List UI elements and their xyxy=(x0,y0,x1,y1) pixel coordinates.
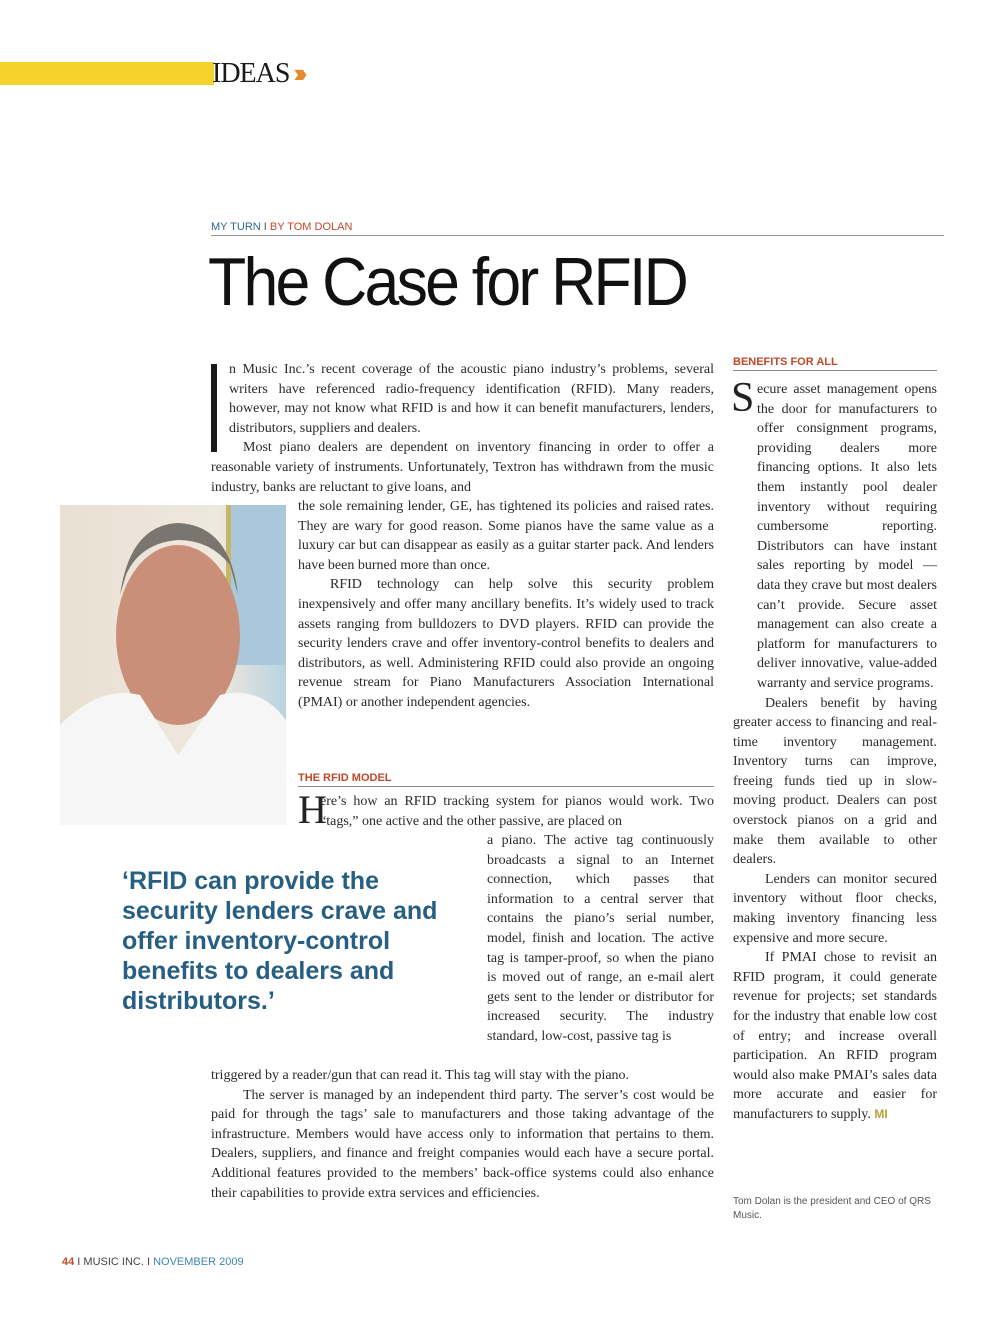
paragraph: n Music Inc.’s recent coverage of the acoustic piano industry’s problems, several writers have referenced radio-frequency identification (RFID). Many readers, however, may not know what RFID is and how it can benefit manufacturers, lenders, distributors, suppliers and dealers. xyxy=(229,362,714,436)
model-text-end xyxy=(211,1066,714,1203)
dropcap-s: S xyxy=(731,375,755,421)
paragraph: a piano. The active tag continuously broadcasts a signal to an Internet connection, which passes that information to a central server that contains the piano’s serial number, model, finish and location. The active tag is tamper-proof, so when the piano is moved out of range, an e-mail alert gets sent to the lender or distributor for increased security. The industry standard, low-cost, passive tag is xyxy=(487,833,714,1044)
page-number: 44 xyxy=(62,1256,75,1268)
paragraph-text: If PMAI chose to revisit an RFID program, it could generate revenue for projects; set standards for the industry that enable low cost of entry; and increase overall participation. An RFID program would also make PMAI’s sales data more accurate and easier for manufacturers to supply. xyxy=(733,950,937,1122)
issue-date: NOVEMBER 2009 xyxy=(153,1256,244,1268)
author-photo xyxy=(60,505,286,825)
author-bio: Tom Dolan is the president and CEO of QRS Music. xyxy=(733,1196,931,1221)
model-text-start xyxy=(298,787,714,832)
publication-name: I MUSIC INC. I xyxy=(74,1256,154,1268)
paragraph: triggered by a reader/gun that can read it. This tag will stay with the piano. xyxy=(211,1068,630,1083)
paragraph-text: Most piano dealers are dependent on inventory financing in order to offer a reasonable variety of instruments. Unfortunately, Textron has withdrawn from the music industry, banks are reluctant to give loans, and xyxy=(211,440,714,495)
paragraph: ecure asset management opens the door for manufacturers to offer consignment programs, providing dealers more financing options. It also lets them instantly pool dealer inventory without requiring cumbersome reporting. Distributors can have instant sales reporting by model — data they crave but most dealers can’t provide. Secure asset management can also create a platform for manufacturers to deliver innovative, value-added warranty and service programs. xyxy=(757,382,937,691)
section-label xyxy=(212,58,301,89)
section-heading-benefits: BENEFITS FOR ALL xyxy=(733,356,937,371)
paragraph: Lenders can monitor secured inventory without floor checks, making inventory financing less expensive and more secure. xyxy=(733,871,937,946)
paragraph: RFID technology can help solve this security problem inexpensively and offer many ancillary benefits. It’s widely used to track assets ranging from bulldozers to DVD players. RFID can provide the security lenders crave and offer inventory-control benefits to dealers and distributors, as well. Administering RFID could also provide an ongoing revenue stream for Piano Manufacturers Association International (PMAI) or another independent agencies. xyxy=(298,577,714,710)
pull-quote: ‘RFID can provide the security lenders crave and offer inventory-control benefits to dealers and distributors.’ xyxy=(122,867,438,1015)
chevron-right-icon: ››› xyxy=(293,58,302,88)
model-text-narrow xyxy=(487,831,714,1047)
kicker xyxy=(211,221,352,234)
intro-text xyxy=(211,360,714,497)
body-column-1 xyxy=(298,497,714,713)
paragraph xyxy=(733,948,937,1124)
column-name: MY TURN xyxy=(211,221,261,233)
paragraph: ere’s how an RFID tracking system for pianos would work. Two “tags,” one active and the other passive, are placed on xyxy=(320,794,714,829)
byline: BY TOM DOLAN xyxy=(269,221,353,233)
section-heading-rfid-model: THE RFID MODEL xyxy=(298,772,714,787)
end-mark: MI xyxy=(874,1106,888,1121)
paragraph xyxy=(211,438,714,497)
paragraph: Dealers benefit by having greater access to financing and real-time inventory management. Inventory turns can improve, freeing funds tied up in slow-moving product. Dealers can post overstock pianos on a grid and make them available to other dealers. xyxy=(733,695,937,868)
article-title: The Case for RFID xyxy=(208,244,687,320)
paragraph: The server is managed by an independent third party. The server’s cost would be paid for through the tags’ sale to manufacturers and those taking advantage of the infrastructure. Members would have access only to information that pertains to them. Dealers, suppliers, and finance and freight companies would each have a secure portal. Additional features provided to the members’ back-office systems could also enhance their capabilities to provide extra services and efficiencies. xyxy=(211,1087,714,1201)
dropcap-h: H xyxy=(298,787,327,832)
paragraph: the sole remaining lender, GE, has tightened its policies and raised rates. They are wary for good reason. Some pianos have the same value as a luxury car but can disappear as easily as a guitar starter pack. And lenders have been burned more than once. xyxy=(298,499,714,573)
portrait-image xyxy=(60,505,286,825)
divider xyxy=(211,235,944,236)
kicker-separator: I xyxy=(260,221,270,233)
section-color-bar xyxy=(0,62,214,85)
section-title: IDEAS xyxy=(212,58,290,89)
body-column-3 xyxy=(731,375,937,1125)
page-footer xyxy=(62,1256,244,1268)
